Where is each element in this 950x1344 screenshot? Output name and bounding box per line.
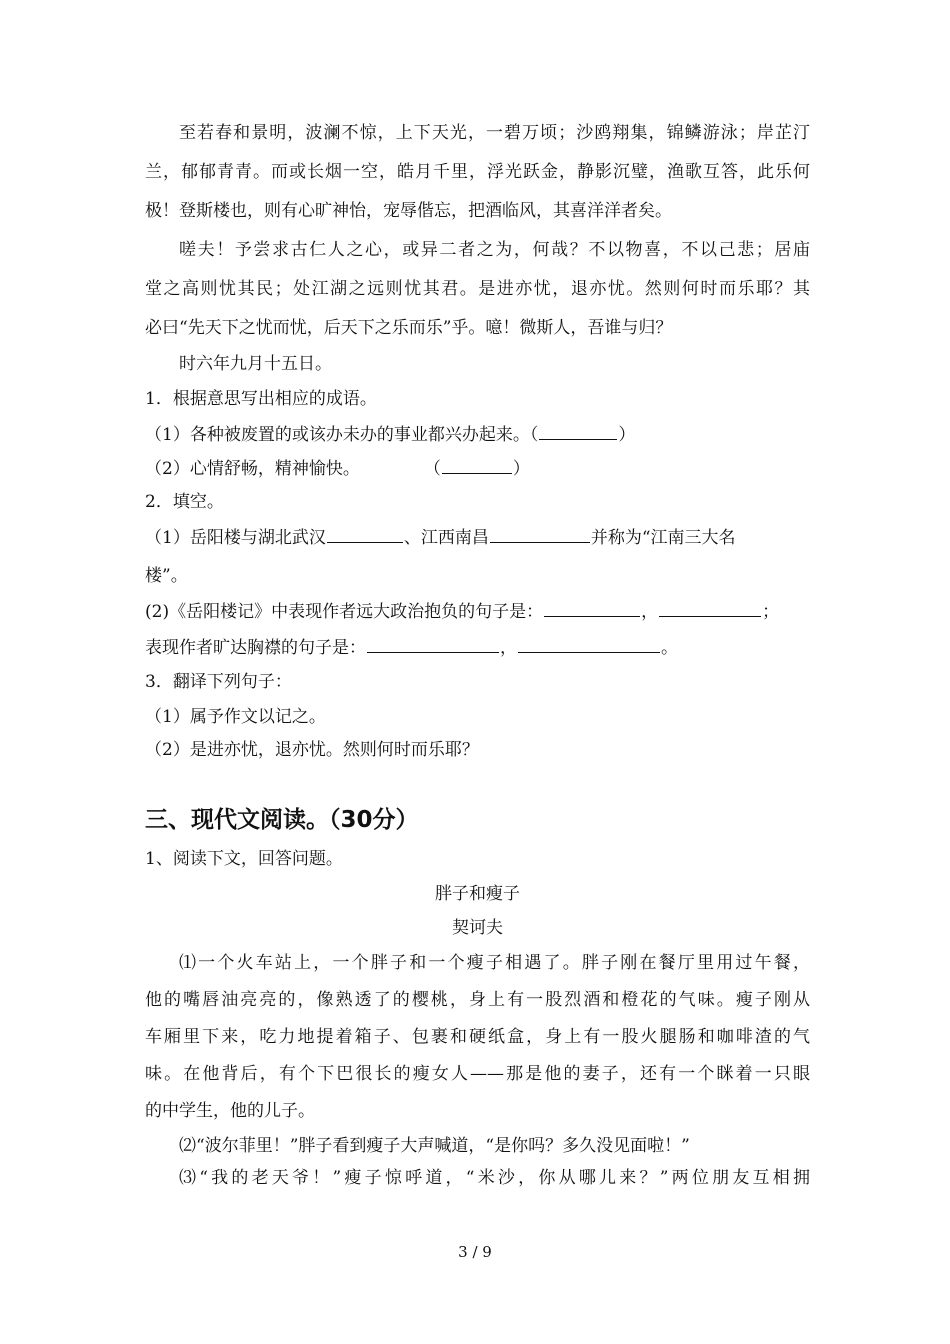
q1-item1-text: （1）各种被废置的或该办未办的事业都兴办起来。（ — [145, 425, 539, 445]
q1-item2-close: ） — [512, 459, 530, 479]
q2-item2-a: (2)《岳阳楼记》中表现作者远大政治抱负的句子是： — [145, 602, 544, 622]
q1-item1 — [145, 422, 810, 447]
q2-item2-semi: ； — [762, 602, 780, 622]
story-para2: ⑵“波尔菲里！”胖子看到瘦子大声喊道，“是你吗？多久没见面啦！” — [179, 1136, 690, 1156]
q2-item2-line2-comma: ， — [500, 638, 517, 658]
passage-para1-line2: 兰，郁郁青青。而或长烟一空，皓月千里，浮光跃金，静影沉璧，渔歌互答，此乐何 — [145, 162, 810, 182]
q1-title: 1．根据意思写出相应的成语。 — [145, 389, 377, 409]
q2-item2 — [145, 599, 810, 624]
passage-date: 时六年九月十五日。 — [179, 354, 332, 374]
q2-item2-blank3[interactable] — [367, 635, 499, 653]
story-para1-line5: 的中学生，他的儿子。 — [145, 1101, 315, 1121]
q2-item2-line2-end: 。 — [661, 638, 678, 658]
q1-item1-answer-blank[interactable] — [539, 422, 617, 440]
passage-para2-line3: 必曰“先天下之忧而忧，后天下之乐而乐”乎。噫！微斯人，吾谁与归？ — [145, 318, 673, 338]
section3-heading: 三、现代文阅读。（30分） — [145, 807, 419, 833]
section3-instruction: 1、阅读下文，回答问题。 — [145, 849, 343, 869]
story-para1-line4: 味。在他背后，有个下巴很长的瘦女人——那是他的妻子，还有一个眯着一只眼 — [145, 1064, 810, 1084]
q3-item1: （1）属予作文以记之。 — [145, 707, 326, 727]
q2-item2-comma: ， — [641, 602, 659, 622]
story-para1-line2: 他的嘴唇油亮亮的，像熟透了的樱桃，身上有一股烈酒和橙花的气味。瘦子刚从 — [145, 990, 810, 1010]
q2-item1-a: （1）岳阳楼与湖北武汉 — [145, 528, 326, 548]
q1-item2-open: （ — [423, 459, 441, 479]
passage-para2-line1: 嗟夫！予尝求古仁人之心，或异二者之为，何哉？不以物喜，不以己悲；居庙 — [179, 240, 810, 260]
q2-title: 2．填空。 — [145, 492, 224, 512]
q1-item2-text: （2）心情舒畅，精神愉快。 — [145, 459, 360, 479]
q2-item1-blank2[interactable] — [490, 525, 590, 543]
q2-item2-line2-a: 表现作者旷达胸襟的句子是： — [145, 638, 366, 658]
q1-item1-close: ） — [618, 425, 636, 445]
passage-para2-line2: 堂之高则忧其民；处江湖之远则忧其君。是进亦忧，退亦忧。然则何时而乐耶？其 — [145, 279, 810, 299]
story-para3: ⑶“我的老天爷！”瘦子惊呼道，“米沙，你从哪儿来？”两位朋友互相拥 — [179, 1168, 810, 1188]
q2-item2-blank2[interactable] — [659, 599, 761, 617]
q2-item1-cont: 楼”。 — [145, 566, 188, 586]
story-para1-line1: ⑴一个火车站上，一个胖子和一个瘦子相遇了。胖子刚在餐厅里用过午餐， — [179, 953, 810, 973]
q1-item2 — [145, 456, 810, 481]
q2-item2-line2 — [145, 635, 810, 660]
q3-title: 3．翻译下列句子： — [145, 672, 292, 692]
q2-item1-b: 、江西南昌 — [403, 528, 489, 548]
story-title: 胖子和瘦子 — [435, 884, 520, 904]
story-author: 契诃夫 — [452, 918, 503, 938]
q2-item1-blank1[interactable] — [327, 525, 403, 543]
q2-item2-blank1[interactable] — [544, 599, 640, 617]
q3-item2: （2）是进亦忧，退亦忧。然则何时而乐耶？ — [145, 740, 479, 760]
q2-item1-c: 并称为“江南三大名 — [590, 528, 736, 548]
story-para1-line3: 车厢里下来，吃力地提着箱子、包裹和硬纸盒，身上有一股火腿肠和咖啡渣的气 — [145, 1027, 810, 1047]
q2-item1 — [145, 525, 810, 550]
passage-para1-line3: 极！登斯楼也，则有心旷神怡，宠辱偕忘，把酒临风，其喜洋洋者矣。 — [145, 201, 672, 221]
passage-para1-line1: 至若春和景明，波澜不惊，上下天光，一碧万顷；沙鸥翔集，锦鳞游泳；岸芷汀 — [179, 123, 810, 143]
page-number: 3 / 9 — [458, 1243, 492, 1261]
q2-item2-blank4[interactable] — [518, 635, 660, 653]
q1-item2-answer-blank[interactable] — [442, 456, 512, 474]
